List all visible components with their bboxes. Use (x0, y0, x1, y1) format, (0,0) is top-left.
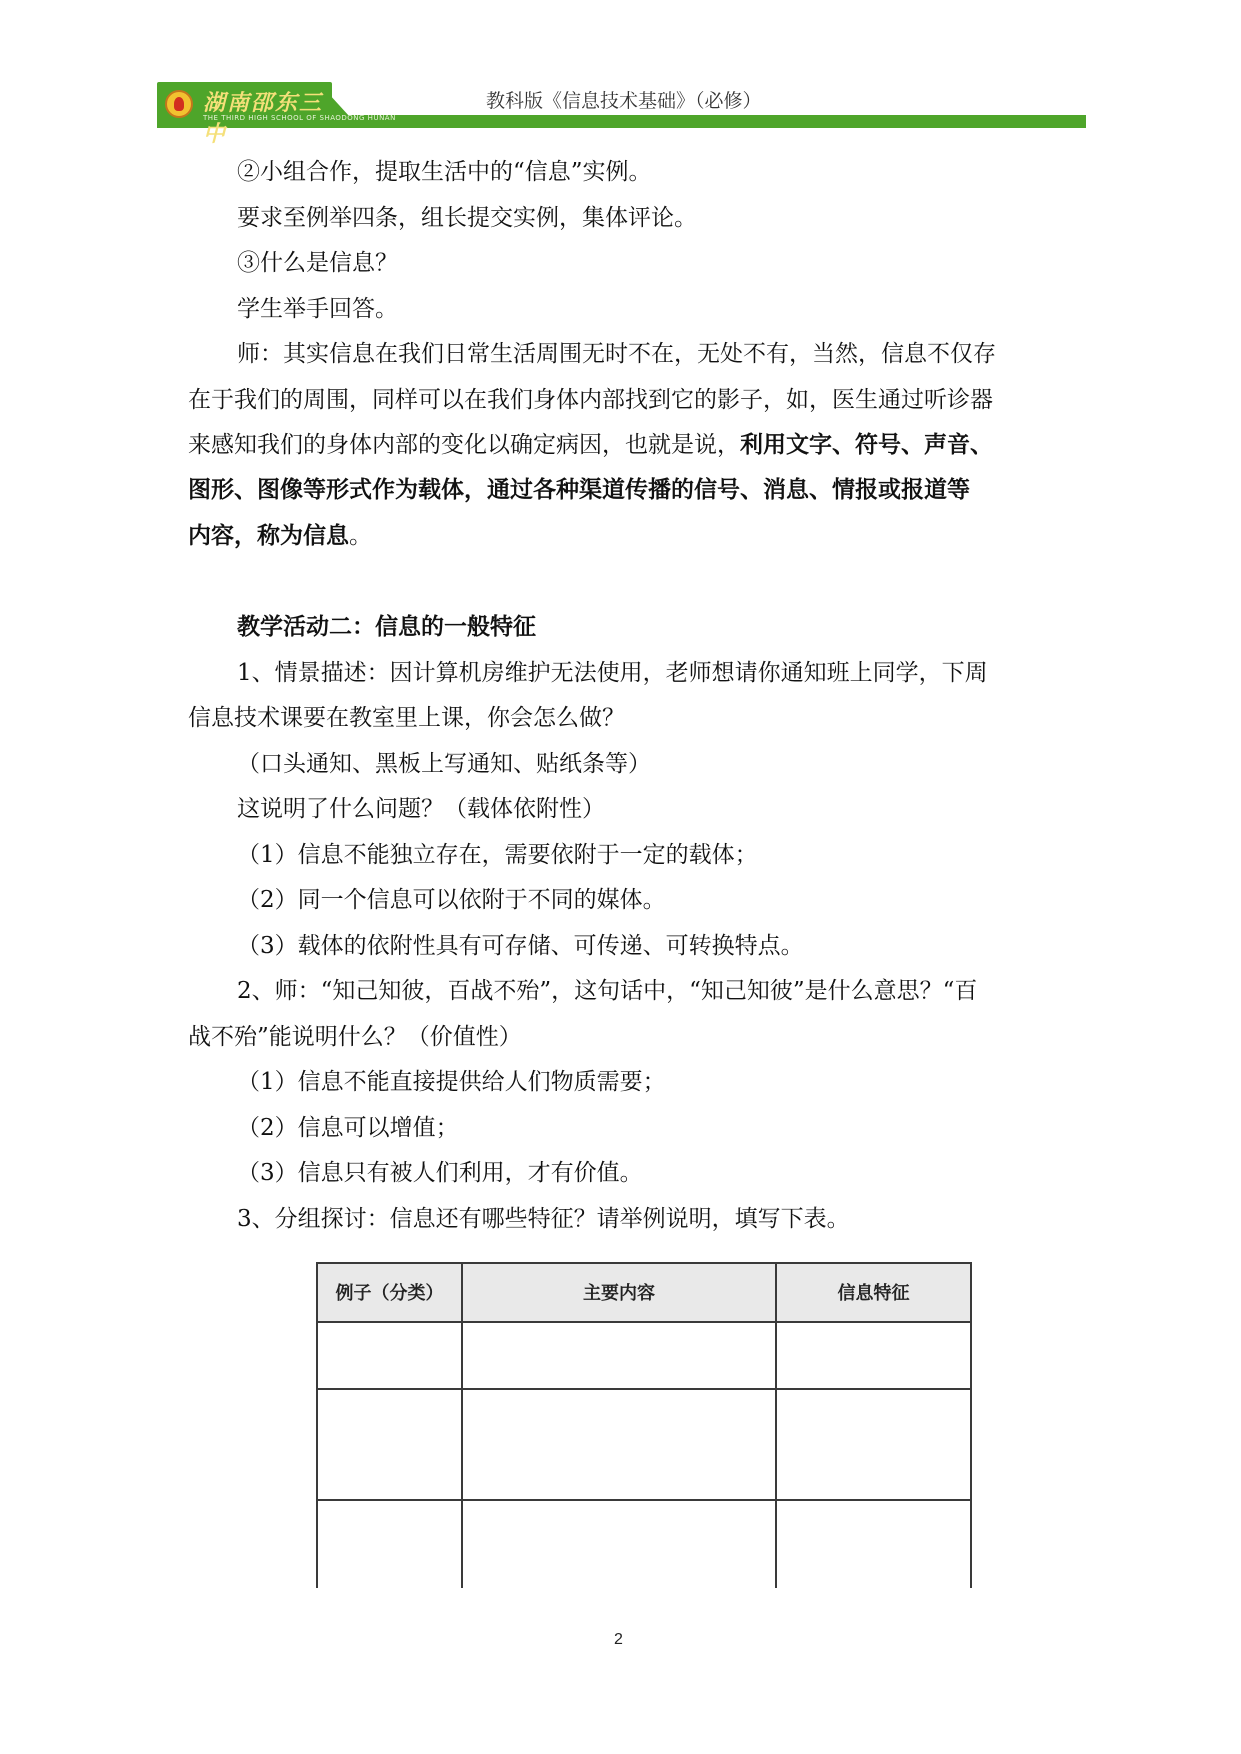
table-cell[interactable] (317, 1500, 462, 1588)
table-cell[interactable] (317, 1389, 462, 1500)
list-item: （2）信息可以增值； (237, 1115, 459, 1141)
definition-text: 内容，称为信息 (188, 522, 349, 549)
table-cell[interactable] (776, 1389, 971, 1500)
list-item: （1）信息不能直接提供给人们物质需要； (237, 1069, 666, 1095)
table-cell[interactable] (317, 1322, 462, 1389)
paragraph-line: 学生举手回答。 (237, 296, 398, 322)
table-header-cell: 信息特征 (776, 1263, 971, 1322)
table-cell[interactable] (776, 1500, 971, 1588)
paragraph-line: 1、情景描述：因计算机房维护无法使用，老师想请你通知班上同学，下周 (237, 660, 988, 686)
paragraph-line: 要求至例举四条，组长提交实例，集体评论。 (237, 205, 697, 231)
paragraph-line: 2、师：“知己知彼，百战不殆”，这句话中，“知己知彼”是什么意思？“百 (237, 978, 978, 1004)
paragraph-text: 来感知我们的身体内部的变化以确定病因，也就是说， (188, 432, 740, 458)
table-row (317, 1389, 971, 1500)
paragraph-line: 这说明了什么问题？（载体依附性） (237, 796, 605, 822)
paragraph-line: 信息技术课要在教室里上课，你会怎么做？ (188, 705, 625, 731)
paragraph-line: ②小组合作，提取生活中的“信息”实例。 (237, 159, 652, 185)
table-header-row (317, 1263, 971, 1322)
page-number: 2 (614, 1631, 623, 1648)
paragraph-line: ③什么是信息？ (237, 250, 398, 276)
school-emblem-icon (165, 90, 193, 118)
document-title: 教科版《信息技术基础》（必修） (486, 90, 762, 112)
paragraph-text: 。 (349, 523, 372, 549)
list-item: （3）信息只有被人们利用，才有价值。 (237, 1160, 643, 1186)
feature-table (316, 1262, 972, 1588)
paragraph-line: 3、分组探讨：信息还有哪些特征？请举例说明，填写下表。 (237, 1206, 850, 1232)
table-header-cell: 例子（分类） (317, 1263, 462, 1322)
list-item: （1）信息不能独立存在，需要依附于一定的载体； (237, 842, 758, 868)
paragraph-line: （口头通知、黑板上写通知、贴纸条等） (237, 751, 651, 777)
logo-text: 湖南邵东三中 (203, 91, 324, 147)
logo-subtext: THE THIRD HIGH SCHOOL OF SHAODONG HUNAN (203, 114, 396, 122)
table-row (317, 1322, 971, 1389)
table-cell[interactable] (462, 1389, 776, 1500)
school-logo (157, 82, 396, 147)
definition-line: 图形、图像等形式作为载体，通过各种渠道传播的信号、消息、情报或报道等 (188, 476, 970, 503)
table-cell[interactable] (776, 1322, 971, 1389)
definition-text: 利用文字、符号、声音、 (740, 431, 993, 458)
paragraph-line (188, 521, 372, 551)
paragraph-line: 战不殆”能说明什么？（价值性） (188, 1024, 522, 1050)
paragraph-line: 在于我们的周围，同样可以在我们身体内部找到它的影子，如，医生通过听诊器 (188, 387, 993, 413)
section-heading: 教学活动二：信息的一般特征 (237, 613, 536, 640)
table-cell[interactable] (462, 1500, 776, 1588)
table-row (317, 1500, 971, 1588)
list-item: （2）同一个信息可以依附于不同的媒体。 (237, 887, 666, 913)
table-cell[interactable] (462, 1322, 776, 1389)
paragraph-line: 师：其实信息在我们日常生活周围无时不在，无处不有，当然，信息不仅存 (237, 341, 996, 367)
list-item: （3）载体的依附性具有可存储、可传递、可转换特点。 (237, 933, 804, 959)
paragraph-line (188, 430, 993, 460)
table-header-cell: 主要内容 (462, 1263, 776, 1322)
